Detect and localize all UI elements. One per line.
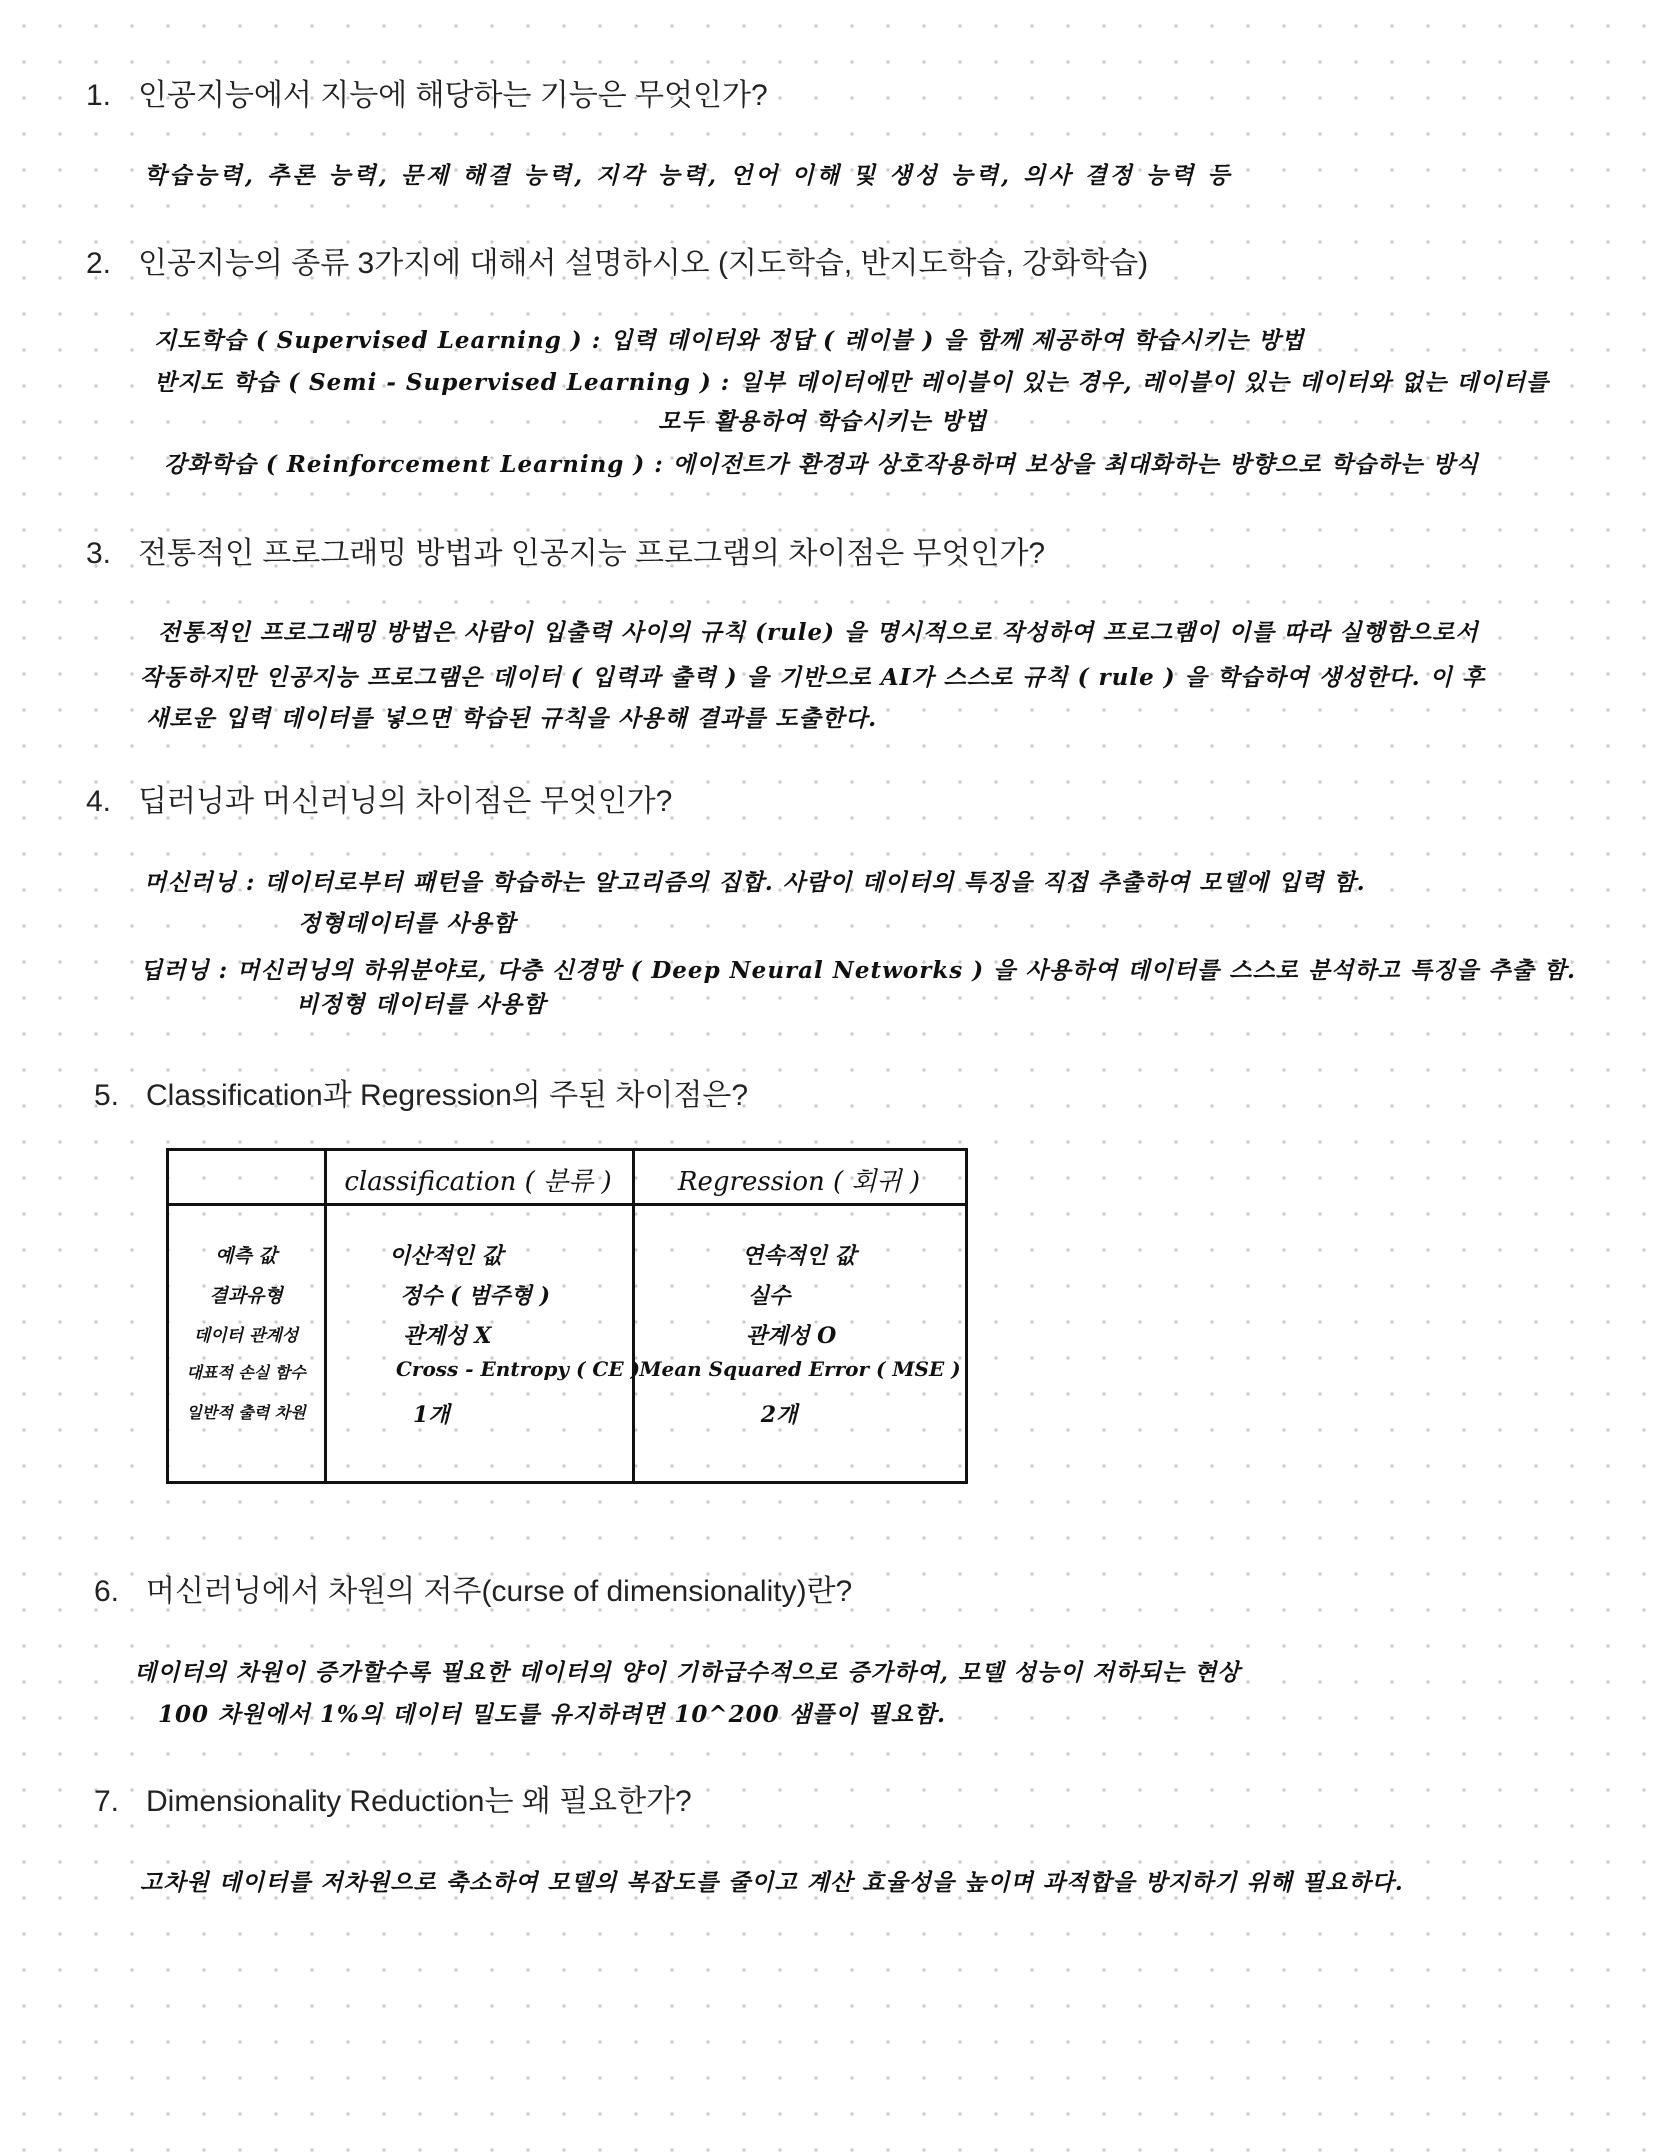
row-label: 데이터 관계성 [193,1326,299,1346]
answer-4-line-4: 비정형 데이터를 사용함 [296,991,547,1018]
question-text: Classification과 Regression의 주된 차이점은? [146,1079,749,1112]
question-3 [86,528,1045,572]
answer-6-line-2: 100 차원에서 1%의 데이터 밀도를 유지하려면 10^200 샘플이 필요함. [158,1701,947,1728]
regression-cell: 2개 [760,1402,798,1428]
row-label: 대표적 손실 함수 [186,1363,306,1382]
answer-2-line-1: 지도학습 ( Supervised Learning ) : 입력 데이터와 정답 ( 레이블 ) 을 함께 제공하여 학습시키는 방법 [154,327,1305,354]
question-6 [94,1566,852,1610]
answer-4-line-1: 머신러닝 : 데이터로부터 패턴을 학습하는 알고리즘의 집합. 사람이 데이터의 특징을 직접 추출하여 모델에 입력 함. [144,869,1366,896]
question-text: 머신러닝에서 차원의 저주(curse of dimensionality)란? [146,1575,853,1608]
question-number: 3. [86,537,112,570]
answer-3-line-2: 작동하지만 인공지능 프로그램은 데이터 ( 입력과 출력 ) 을 기반으로 AI가 스스로 규칙 ( rule ) 을 학습하여 생성한다. 이 후 [140,664,1486,691]
table-divider [169,1203,965,1206]
regression-cell: Mean Squared Error ( MSE ) [639,1357,961,1381]
question-number: 4. [86,785,112,818]
regression-cell: 실수 [747,1283,791,1309]
answer-4-line-2: 정형데이터를 사용함 [298,910,516,937]
question-4 [86,776,672,820]
table-header-regression: Regression ( 회귀 ) [677,1167,921,1197]
table-divider [324,1151,327,1481]
answer-4-line-3: 딥러닝 : 머신러닝의 하위분야로, 다층 신경망 ( Deep Neural Networks ) 을 사용하여 데이터를 스스로 분석하고 특징을 추출 함. [140,957,1576,984]
answer-6-line-1: 데이터의 차원이 증가할수록 필요한 데이터의 양이 기하급수적으로 증가하여, 모델 성능이 저하되는 현상 [134,1659,1241,1686]
question-number: 6. [94,1575,120,1608]
classification-cell: 관계성 X [403,1323,492,1349]
comparison-table [166,1148,968,1484]
regression-cell: 관계성 O [745,1323,837,1349]
classification-cell: 이산적인 값 [389,1243,503,1269]
table-divider [632,1151,635,1481]
question-text: 인공지능에서 지능에 해당하는 기능은 무엇인가? [138,79,768,112]
question-5 [94,1070,748,1114]
answer-2-line-3: 모두 활용하여 학습시키는 방법 [658,408,987,435]
answer-7-line-1: 고차원 데이터를 저차원으로 축소하여 모델의 복잡도를 줄이고 계산 효율성을 높이며 과적합을 방지하기 위해 필요하다. [140,1869,1404,1896]
question-text: 딥러닝과 머신러닝의 차이점은 무엇인가? [138,785,673,818]
answer-2-line-2: 반지도 학습 ( Semi - Supervised Learning ) : 일부 데이터에만 레이블이 있는 경우, 레이블이 있는 데이터와 없는 데이터를 [154,369,1550,396]
question-number: 1. [86,79,112,112]
table-header-classification: classification ( 분류 ) [344,1167,612,1197]
question-number: 7. [94,1785,120,1818]
question-text: Dimensionality Reduction는 왜 필요한가? [146,1785,692,1818]
regression-cell: 연속적인 값 [742,1243,856,1269]
classification-cell: Cross - Entropy ( CE ) [396,1357,641,1381]
row-label: 예측 값 [215,1245,277,1267]
classification-cell: 정수 ( 범주형 ) [400,1283,551,1309]
classification-cell: 1개 [413,1402,450,1428]
question-number: 2. [86,247,112,280]
question-2 [86,238,1148,282]
row-label: 결과유형 [209,1285,283,1307]
question-number: 5. [94,1079,120,1112]
question-text: 인공지능의 종류 3가지에 대해서 설명하시오 (지도학습, 반지도학습, 강화학습) [138,247,1149,280]
question-7 [94,1776,692,1820]
question-text: 전통적인 프로그래밍 방법과 인공지능 프로그램의 차이점은 무엇인가? [138,537,1046,570]
answer-2-line-4: 강화학습 ( Reinforcement Learning ) : 에이전트가 환경과 상호작용하며 보상을 최대화하는 방향으로 학습하는 방식 [164,451,1479,478]
answer-3-line-1: 전통적인 프로그래밍 방법은 사람이 입출력 사이의 규칙 (rule) 을 명시적으로 작성하여 프로그램이 이를 따라 실행함으로서 [158,619,1479,646]
row-label: 일반적 출력 차원 [186,1403,306,1422]
question-1 [86,70,768,114]
answer-3-line-3: 새로운 입력 데이터를 넣으면 학습된 규칙을 사용해 결과를 도출한다. [146,705,878,732]
answer-1-line-1: 학습능력, 추론 능력, 문제 해결 능력, 지각 능력, 언어 이해 및 생성 능력, 의사 결정 능력 등 [144,162,1233,189]
